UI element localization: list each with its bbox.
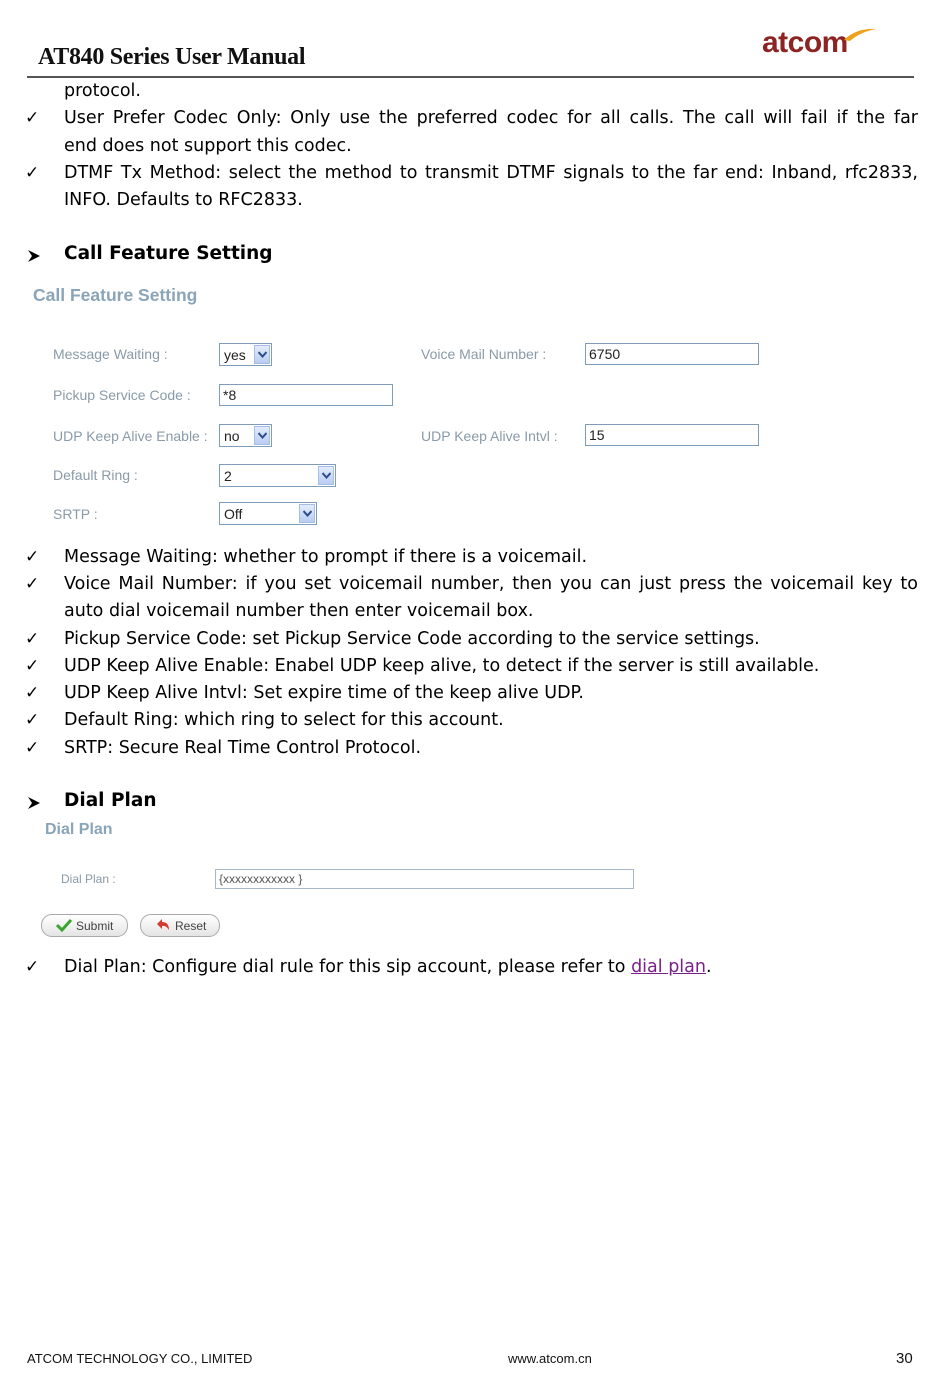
check-icon: ✓ bbox=[25, 683, 40, 703]
atcom-logo bbox=[762, 26, 880, 66]
chevron-down-icon[interactable] bbox=[318, 466, 334, 485]
arrow-bullet-icon bbox=[27, 249, 41, 263]
check-icon: ✓ bbox=[25, 738, 40, 758]
footer-company: ATCOM TECHNOLOGY CO., LIMITED bbox=[27, 1351, 253, 1366]
check-icon: ✓ bbox=[25, 108, 40, 128]
dial-plan-label: Dial Plan : bbox=[61, 872, 116, 886]
panel-title-dial-plan: Dial Plan bbox=[45, 821, 113, 838]
udp-keep-alive-enable-select[interactable] bbox=[219, 424, 272, 447]
udp-keep-alive-intvl-label: UDP Keep Alive Intvl : bbox=[421, 428, 558, 444]
message-waiting-value: yes bbox=[224, 347, 246, 363]
default-ring-select[interactable] bbox=[219, 464, 336, 487]
srtp-select[interactable] bbox=[219, 502, 317, 525]
check-icon: ✓ bbox=[25, 629, 40, 649]
message-waiting-select[interactable] bbox=[219, 343, 272, 366]
message-waiting-label: Message Waiting : bbox=[53, 346, 168, 362]
intro-line-prefer-codec: User Prefer Codec Only: Only use the preferred codec for all calls. The call will fail if the far bbox=[64, 108, 918, 128]
check-icon: ✓ bbox=[25, 957, 40, 977]
srtp-value: Off bbox=[224, 506, 243, 522]
undo-arrow-icon bbox=[155, 918, 171, 932]
page-number: 30 bbox=[896, 1350, 913, 1367]
reset-button[interactable] bbox=[140, 914, 220, 937]
bullet-voice-mail-number-cont: auto dial voicemail number then enter voicemail box. bbox=[64, 601, 534, 621]
chevron-down-icon[interactable] bbox=[299, 504, 315, 523]
bullet-dial-plan bbox=[64, 954, 712, 981]
voice-mail-number-input[interactable]: 6750 bbox=[585, 343, 759, 365]
bullet-default-ring: Default Ring: which ring to select for this account. bbox=[64, 710, 504, 730]
default-ring-value: 2 bbox=[224, 468, 232, 484]
check-icon: ✓ bbox=[25, 163, 40, 183]
chevron-down-icon[interactable] bbox=[254, 345, 270, 364]
srtp-label: SRTP : bbox=[53, 506, 98, 522]
udp-keep-alive-enable-label: UDP Keep Alive Enable : bbox=[53, 428, 208, 444]
check-icon: ✓ bbox=[25, 547, 40, 567]
bullet-pickup-service-code: Pickup Service Code: set Pickup Service Code according to the service settings. bbox=[64, 629, 760, 649]
pickup-service-code-input[interactable]: *8 bbox=[219, 384, 393, 406]
checkmark-icon bbox=[56, 918, 72, 932]
udp-keep-alive-enable-value: no bbox=[224, 428, 240, 444]
bullet-dial-plan-end: . bbox=[705, 957, 712, 977]
footer-website: www.atcom.cn bbox=[508, 1351, 592, 1366]
intro-line-dtmf-cont: INFO. Defaults to RFC2833. bbox=[64, 190, 303, 210]
arrow-bullet-icon bbox=[27, 796, 41, 810]
dial-plan-link[interactable]: dial plan bbox=[631, 957, 706, 977]
submit-label: Submit bbox=[76, 919, 114, 933]
check-icon: ✓ bbox=[25, 710, 40, 730]
check-icon: ✓ bbox=[25, 574, 40, 594]
bullet-srtp: SRTP: Secure Real Time Control Protocol. bbox=[64, 738, 422, 758]
intro-line-dtmf: DTMF Tx Method: select the method to transmit DTMF signals to the far end: Inband, rfc2833, bbox=[64, 163, 918, 183]
section-heading-call-feature: Call Feature Setting bbox=[64, 243, 273, 264]
reset-label: Reset bbox=[175, 919, 207, 933]
bullet-udp-keep-alive-intvl: UDP Keep Alive Intvl: Set expire time of the keep alive UDP. bbox=[64, 683, 584, 703]
intro-line-protocol: protocol. bbox=[64, 81, 141, 101]
logo-swoosh-icon bbox=[842, 26, 878, 42]
submit-button[interactable] bbox=[41, 914, 128, 937]
default-ring-label: Default Ring : bbox=[53, 467, 138, 483]
chevron-down-icon[interactable] bbox=[254, 426, 270, 445]
bullet-dial-plan-text: Dial Plan: Configure dial rule for this sip account, please refer to bbox=[64, 957, 632, 977]
bullet-udp-keep-alive-enable: UDP Keep Alive Enable: Enabel UDP keep alive, to detect if the server is still available. bbox=[64, 656, 820, 676]
logo-text: atcom bbox=[762, 26, 848, 59]
udp-keep-alive-intvl-input[interactable]: 15 bbox=[585, 424, 759, 446]
panel-title-call-feature: Call Feature Setting bbox=[33, 285, 198, 305]
pickup-service-code-label: Pickup Service Code : bbox=[53, 387, 191, 403]
dial-plan-input[interactable]: {xxxxxxxxxxxx } bbox=[215, 869, 634, 889]
voice-mail-number-label: Voice Mail Number : bbox=[421, 346, 547, 362]
check-icon: ✓ bbox=[25, 656, 40, 676]
section-heading-dial-plan: Dial Plan bbox=[64, 790, 157, 811]
bullet-message-waiting: Message Waiting: whether to prompt if there is a voicemail. bbox=[64, 547, 588, 567]
header-rule bbox=[27, 76, 914, 78]
bullet-voice-mail-number: Voice Mail Number: if you set voicemail number, then you can just press the voicemail key to bbox=[64, 574, 918, 594]
document-title: AT840 Series User Manual bbox=[38, 44, 306, 70]
intro-line-prefer-codec-cont: end does not support this codec. bbox=[64, 136, 352, 156]
